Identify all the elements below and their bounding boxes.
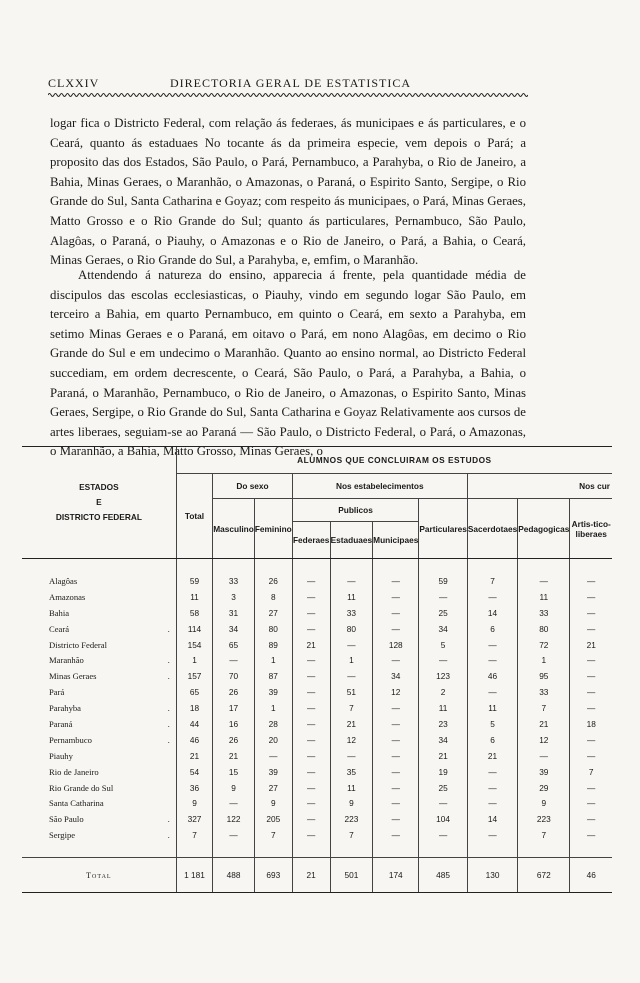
leader-dot: . [167, 815, 170, 825]
table-row [22, 827, 612, 843]
cell-pedagogicas: 95 [518, 668, 570, 684]
state-name: Paraná [49, 718, 73, 729]
cell-feminino: 205 [254, 811, 292, 827]
cell-artistico-liberaes: — [570, 573, 612, 589]
cell-feminino: 89 [254, 637, 292, 653]
table-row [22, 795, 612, 811]
cell-feminino: 39 [254, 684, 292, 700]
cell-masculino: 122 [213, 811, 255, 827]
cell-estaduaes: 7 [330, 700, 373, 716]
state-cell [22, 668, 176, 684]
state-cell [22, 605, 176, 621]
cell-pedagogicas: 1 [518, 652, 570, 668]
cell-municipaes: 12 [373, 684, 419, 700]
col-artistico-liberaes: Artis-tico-liberaes [570, 499, 612, 559]
state-name: Alagôas [49, 575, 78, 586]
cell-feminino: 27 [254, 780, 292, 796]
cell-artistico-liberaes: 7 [570, 764, 612, 780]
cell-pedagogicas: — [518, 573, 570, 589]
cell-masculino: 16 [213, 716, 255, 732]
cell-municipaes: — [373, 748, 419, 764]
cell-estaduaes: 1 [330, 652, 373, 668]
leader-dot: . [167, 672, 170, 682]
cell-masculino: 65 [213, 637, 255, 653]
table-row [22, 589, 612, 605]
cell-total: 46 [176, 732, 213, 748]
table-row [22, 811, 612, 827]
total-header: Total [176, 474, 213, 559]
cell-masculino: 9 [213, 780, 255, 796]
table-row [22, 652, 612, 668]
cell-estaduaes: 35 [330, 764, 373, 780]
cell-sacerdotaes: 6 [467, 732, 517, 748]
cell-total: 54 [176, 764, 213, 780]
table-row [22, 764, 612, 780]
cell-sacerdotaes: — [467, 780, 517, 796]
cell-federaes: — [292, 764, 330, 780]
paragraph-2: Attendendo á natureza do ensino, apparecia á frente, pela quantidade média de discipulos das escolas ecclesiasticas, o Piauhy, vindo em segundo logar São Paulo, em terceiro a Bahia, em quarto Pernambuco, em quinto o Ceará, em sexto a Parahyba, em setimo Minas Geraes e o Paraná, em oitavo o Pará, em nono Alagôas, em decimo o Rio Grande do Sul e em undecimo o Maranhão. Quanto ao ensino normal, ao Districto Federal succediam, em ordem decrescente, o Ceará, São Paulo, o Pará, a Parahyba, a Bahia, o Paraná, o Maranhão, Pernambuco, o Rio de Janeiro, o Amazonas, o Espirito Santo, Minas Geraes, Sergipe, o Rio Grande do Sul, Santa Catharina e Goyaz Relativamente aos cursos de artes liberaes, seguiam-se ao Paraná — São Paulo, o Districto Federal, o Pará, o Amazonas, o Maranhão, a Bahia, Matto Grosso, Minas Geraes, o [50, 268, 526, 459]
cell-pedagogicas: 39 [518, 764, 570, 780]
cell-federaes: — [292, 732, 330, 748]
table-row [22, 637, 612, 653]
cell-total: 59 [176, 573, 213, 589]
cell-municipaes: — [373, 573, 419, 589]
cell-feminino: 39 [254, 764, 292, 780]
state-cell [22, 795, 176, 811]
leader-dot: . [167, 831, 170, 841]
state-cell [22, 748, 176, 764]
cell-artistico-liberaes: — [570, 780, 612, 796]
state-name: Santa Catharina [49, 798, 104, 809]
leader-dot: . [167, 656, 170, 666]
cell-particulares: 104 [419, 811, 468, 827]
cell-estaduaes: — [330, 637, 373, 653]
cell-artistico-liberaes: — [570, 811, 612, 827]
cell-pedagogicas: 7 [518, 700, 570, 716]
wavy-rule [48, 91, 528, 99]
nos-cursos-header: Nos cur [467, 474, 612, 499]
leader-dot: . [167, 624, 170, 634]
state-name: Parahyba [49, 703, 81, 714]
leader-dot: . [167, 720, 170, 730]
cell-municipaes: — [373, 811, 419, 827]
cell-municipaes: — [373, 827, 419, 843]
state-cell [22, 589, 176, 605]
col-pedagogicas: Pedagogicas [518, 499, 570, 559]
page-number: CLXXIV [48, 76, 100, 90]
cell-pedagogicas: 11 [518, 589, 570, 605]
total-feminino: 693 [254, 858, 292, 893]
cell-total: 1 [176, 652, 213, 668]
cell-total: 44 [176, 716, 213, 732]
cell-particulares: — [419, 589, 468, 605]
cell-municipaes: 34 [373, 668, 419, 684]
cell-masculino: 26 [213, 732, 255, 748]
cell-municipaes: — [373, 605, 419, 621]
cell-particulares: 21 [419, 748, 468, 764]
state-cell [22, 780, 176, 796]
cell-particulares: 25 [419, 605, 468, 621]
cell-masculino: 21 [213, 748, 255, 764]
cell-artistico-liberaes: — [570, 684, 612, 700]
nos-estabelecimentos-header: Nos estabelecimentos [292, 474, 467, 499]
state-cell [22, 732, 176, 748]
cell-federaes: — [292, 811, 330, 827]
state-cell [22, 573, 176, 589]
cell-pedagogicas: 72 [518, 637, 570, 653]
cell-sacerdotaes: 46 [467, 668, 517, 684]
cell-feminino: 27 [254, 605, 292, 621]
total-total: 1 181 [176, 858, 213, 893]
cell-municipaes: — [373, 621, 419, 637]
cell-masculino: — [213, 827, 255, 843]
total-row [22, 858, 612, 893]
col-masculino: Masculino [213, 499, 255, 559]
table-row [22, 748, 612, 764]
cell-masculino: 15 [213, 764, 255, 780]
cell-masculino: — [213, 795, 255, 811]
cell-feminino: — [254, 748, 292, 764]
cell-federaes: 21 [292, 637, 330, 653]
cell-sacerdotaes: 11 [467, 700, 517, 716]
state-name: Maranhão [49, 655, 84, 666]
cell-estaduaes: 7 [330, 827, 373, 843]
cell-pedagogicas: 9 [518, 795, 570, 811]
cell-masculino: 3 [213, 589, 255, 605]
cell-artistico-liberaes: — [570, 795, 612, 811]
cell-feminino: 8 [254, 589, 292, 605]
cell-pedagogicas: 21 [518, 716, 570, 732]
cell-masculino: 70 [213, 668, 255, 684]
cell-federaes: — [292, 716, 330, 732]
cell-feminino: 20 [254, 732, 292, 748]
cell-federaes: — [292, 748, 330, 764]
total-label: Total [22, 858, 176, 893]
publicos-header: Publicos [292, 499, 419, 522]
col-particulares: Particulares [419, 499, 468, 559]
cell-artistico-liberaes: — [570, 732, 612, 748]
cell-masculino: 17 [213, 700, 255, 716]
state-name: Districto Federal [49, 639, 107, 650]
col-federaes: Federaes [292, 522, 330, 559]
cell-sacerdotaes: — [467, 637, 517, 653]
cell-federaes: — [292, 684, 330, 700]
state-cell [22, 637, 176, 653]
col-municipaes: Municipaes [373, 522, 419, 559]
leader-dot: . [167, 704, 170, 714]
cell-sacerdotaes: — [467, 652, 517, 668]
table-row [22, 780, 612, 796]
estados-line-2: E [96, 497, 102, 507]
table-row [22, 573, 612, 589]
cell-particulares: 5 [419, 637, 468, 653]
cell-total: 18 [176, 700, 213, 716]
total-federaes: 21 [292, 858, 330, 893]
cell-particulares: 2 [419, 684, 468, 700]
cell-particulares: — [419, 795, 468, 811]
table-row [22, 605, 612, 621]
cell-total: 36 [176, 780, 213, 796]
state-cell [22, 621, 176, 637]
cell-total: 327 [176, 811, 213, 827]
cell-estaduaes: — [330, 668, 373, 684]
cell-particulares: — [419, 652, 468, 668]
cell-estaduaes: — [330, 573, 373, 589]
table-row [22, 732, 612, 748]
total-pedagogicas: 672 [518, 858, 570, 893]
cell-federaes: — [292, 605, 330, 621]
cell-estaduaes: 11 [330, 780, 373, 796]
cell-feminino: 1 [254, 652, 292, 668]
cell-particulares: 23 [419, 716, 468, 732]
cell-municipaes: — [373, 795, 419, 811]
cell-total: 21 [176, 748, 213, 764]
cell-total: 7 [176, 827, 213, 843]
cell-pedagogicas: 29 [518, 780, 570, 796]
page-title: DIRECTORIA GERAL DE ESTATISTICA [170, 76, 412, 90]
cell-municipaes: — [373, 589, 419, 605]
cell-estaduaes: 12 [330, 732, 373, 748]
cell-total: 154 [176, 637, 213, 653]
state-cell [22, 716, 176, 732]
state-name: Pará [49, 687, 65, 698]
cell-estaduaes: 223 [330, 811, 373, 827]
cell-artistico-liberaes: — [570, 652, 612, 668]
cell-total: 114 [176, 621, 213, 637]
state-name: Pernambuco [49, 734, 92, 745]
cell-artistico-liberaes: 18 [570, 716, 612, 732]
state-name: Amazonas [49, 591, 86, 602]
cell-sacerdotaes: — [467, 795, 517, 811]
cell-particulares: 34 [419, 621, 468, 637]
leader-dot: . [167, 735, 170, 745]
cell-feminino: 87 [254, 668, 292, 684]
cell-artistico-liberaes: — [570, 605, 612, 621]
cell-pedagogicas: 33 [518, 684, 570, 700]
cell-estaduaes: 11 [330, 589, 373, 605]
cell-municipaes: — [373, 700, 419, 716]
total-artistico-liberaes: 46 [570, 858, 612, 893]
cell-sacerdotaes: 14 [467, 811, 517, 827]
total-masculino: 488 [213, 858, 255, 893]
cell-artistico-liberaes: — [570, 668, 612, 684]
cell-sacerdotaes: 5 [467, 716, 517, 732]
cell-particulares: 25 [419, 780, 468, 796]
state-cell [22, 700, 176, 716]
cell-feminino: 7 [254, 827, 292, 843]
state-cell [22, 652, 176, 668]
total-municipaes: 174 [373, 858, 419, 893]
cell-estaduaes: — [330, 748, 373, 764]
cell-artistico-liberaes: — [570, 827, 612, 843]
cell-municipaes: 128 [373, 637, 419, 653]
cell-municipaes: — [373, 716, 419, 732]
table-row [22, 684, 612, 700]
cell-feminino: 80 [254, 621, 292, 637]
cell-particulares: 59 [419, 573, 468, 589]
cell-masculino: 33 [213, 573, 255, 589]
cell-feminino: 9 [254, 795, 292, 811]
cell-particulares: 11 [419, 700, 468, 716]
cell-municipaes: — [373, 780, 419, 796]
cell-particulares: 19 [419, 764, 468, 780]
cell-pedagogicas: 223 [518, 811, 570, 827]
total-sacerdotaes: 130 [467, 858, 517, 893]
cell-feminino: 26 [254, 573, 292, 589]
cell-municipaes: — [373, 732, 419, 748]
page-header [48, 76, 528, 98]
cell-feminino: 28 [254, 716, 292, 732]
table-row [22, 700, 612, 716]
state-name: Rio Grande do Sul [49, 782, 114, 793]
table-row [22, 716, 612, 732]
table-row [22, 668, 612, 684]
cell-total: 11 [176, 589, 213, 605]
state-name: São Paulo [49, 814, 84, 825]
state-name: Bahia [49, 607, 70, 618]
cell-sacerdotaes: 6 [467, 621, 517, 637]
total-estaduaes: 501 [330, 858, 373, 893]
cell-estaduaes: 80 [330, 621, 373, 637]
cell-particulares: 34 [419, 732, 468, 748]
cell-masculino: 34 [213, 621, 255, 637]
cell-estaduaes: 9 [330, 795, 373, 811]
cell-federaes: — [292, 780, 330, 796]
col-estaduaes: Estaduaes [330, 522, 373, 559]
cell-federaes: — [292, 700, 330, 716]
table-row [22, 621, 612, 637]
cell-feminino: 1 [254, 700, 292, 716]
cell-masculino: — [213, 652, 255, 668]
cell-estaduaes: 21 [330, 716, 373, 732]
cell-sacerdotaes: 7 [467, 573, 517, 589]
group-title: ALUMNOS QUE CONCLUIRAM OS ESTUDOS [176, 447, 612, 474]
cell-federaes: — [292, 668, 330, 684]
cell-pedagogicas: 12 [518, 732, 570, 748]
estados-line-1: ESTADOS [79, 482, 119, 492]
cell-federaes: — [292, 827, 330, 843]
cell-municipaes: — [373, 764, 419, 780]
cell-particulares: 123 [419, 668, 468, 684]
cell-artistico-liberaes: — [570, 700, 612, 716]
cell-total: 58 [176, 605, 213, 621]
state-name: Sergipe [49, 830, 76, 841]
cell-total: 9 [176, 795, 213, 811]
cell-pedagogicas: 7 [518, 827, 570, 843]
cell-municipaes: — [373, 652, 419, 668]
cell-artistico-liberaes: — [570, 748, 612, 764]
paragraph-1: logar fica o Districto Federal, com relação ás federaes, ás municipaes e ás particulares, e o Ceará, quanto ás estaduaes No tocante ás da primeira especie, vem depois o Pará; a proposito das dos Estados, São Paulo, o Pará, Pernambuco, a Parahyba, o Rio de Janeiro, a Bahia, Minas Geraes, o Maranhão, o Amazonas, o Paraná, o Espirito Santo, Sergipe, o Rio Grande do Sul, Santa Catharina e Goyaz; com respeito ás municipaes, o Pará, Minas Geraes, Matto Grosso e o Rio Grande do Sul; quanto ás particulares, Pernambuco, São Paulo, Alagôas, o Paraná, o Piauhy, o Amazonas e o Rio de Janeiro, o Pará, a Bahia, o Ceará, Minas Geraes, o Rio Grande do Sul, a Parahyba, e, emfim, o Maranhão. [50, 116, 526, 268]
cell-particulares: — [419, 827, 468, 843]
cell-sacerdotaes: — [467, 764, 517, 780]
state-cell [22, 684, 176, 700]
cell-total: 157 [176, 668, 213, 684]
cell-sacerdotaes: — [467, 589, 517, 605]
cell-federaes: — [292, 652, 330, 668]
cell-estaduaes: 51 [330, 684, 373, 700]
cell-federaes: — [292, 621, 330, 637]
state-cell [22, 827, 176, 843]
cell-artistico-liberaes: 21 [570, 637, 612, 653]
cell-artistico-liberaes: — [570, 589, 612, 605]
state-cell [22, 764, 176, 780]
state-name: Ceará [49, 623, 70, 634]
cell-pedagogicas: 80 [518, 621, 570, 637]
cell-pedagogicas: — [518, 748, 570, 764]
cell-artistico-liberaes: — [570, 621, 612, 637]
col-sacerdotaes: Sacerdotaes [467, 499, 517, 559]
table-body [22, 559, 612, 893]
cell-federaes: — [292, 795, 330, 811]
estados-header [22, 447, 176, 559]
state-name: Minas Geraes [49, 671, 97, 682]
do-sexo-header: Do sexo [213, 474, 292, 499]
cell-sacerdotaes: — [467, 827, 517, 843]
cell-sacerdotaes: — [467, 684, 517, 700]
cell-federaes: — [292, 589, 330, 605]
cell-estaduaes: 33 [330, 605, 373, 621]
stats-table [22, 446, 612, 893]
cell-masculino: 26 [213, 684, 255, 700]
state-name: Piauhy [49, 750, 73, 761]
cell-masculino: 31 [213, 605, 255, 621]
col-feminino: Feminino [254, 499, 292, 559]
state-cell [22, 811, 176, 827]
state-name: Rio de Janeiro [49, 766, 99, 777]
total-particulares: 485 [419, 858, 468, 893]
cell-pedagogicas: 33 [518, 605, 570, 621]
cell-federaes: — [292, 573, 330, 589]
estados-line-3: DISTRICTO FEDERAL [55, 512, 142, 522]
cell-sacerdotaes: 21 [467, 748, 517, 764]
cell-sacerdotaes: 14 [467, 605, 517, 621]
cell-total: 65 [176, 684, 213, 700]
